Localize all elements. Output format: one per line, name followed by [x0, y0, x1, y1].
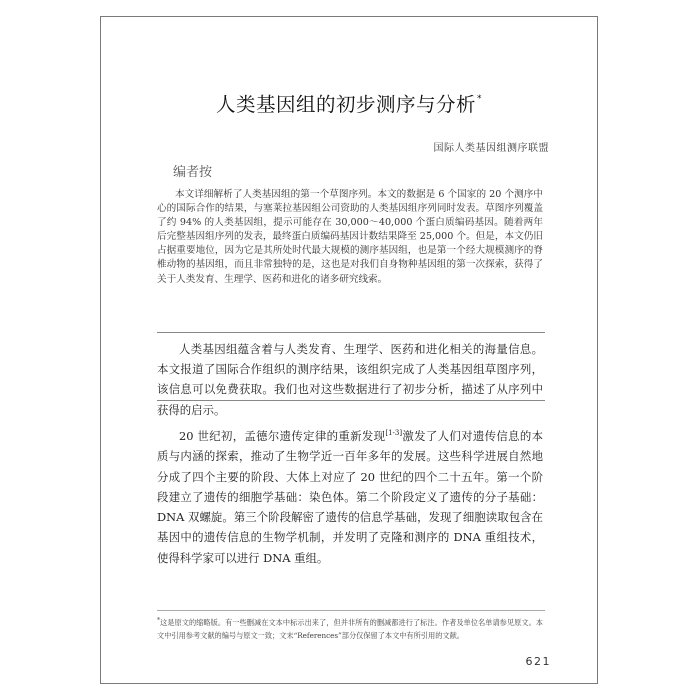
footnote-divider — [157, 610, 545, 611]
abstract-top-divider — [157, 332, 545, 333]
body-text-part-1: 20 世纪初，孟德尔遗传定律的重新发现 — [179, 429, 386, 443]
abstract-bottom-divider — [157, 400, 545, 401]
footnote — [157, 615, 543, 642]
title-footnote-mark: * — [477, 94, 482, 104]
footnote-mark: * — [157, 617, 160, 624]
page-number: 621 — [525, 655, 551, 668]
body-text-part-2: 激发了人们对遗传信息的本质与内涵的探索，推动了生物学近一百年多年的发展。这些科学进展自然地分成了四个主要的阶段、大体上对应了 20 世纪的四个二十五年。第一个阶段建立了遗传的细胞学基础：染色体。第二个阶段定义了遗传的分子基础：DNA 双螺旋。第三个阶段解密了遗传的信息学基础，发现了细胞读取包含在基因中的遗传信息的生物学机制，并发明了克隆和测序的 DNA 重组技术，使得科学家可以进行 DNA 重组。 — [157, 429, 543, 565]
body-paragraph — [157, 423, 543, 568]
article-title-text: 人类基因组的初步测序与分析 — [215, 93, 476, 116]
editor-note-heading: 编者按 — [173, 165, 213, 180]
reference-citation: [1-3] — [385, 429, 403, 437]
abstract-text: 人类基因组蕴含着与人类发育、生理学、医药和进化相关的海量信息。本文报道了国际合作组织的测序结果，该组织完成了人类基因组草图序列，该信息可以免费获取。我们也对这些数据进行了初步分析，描述了从序列中获得的启示。 — [157, 342, 543, 417]
article-title — [101, 89, 597, 117]
editor-note-text: 本文详细解析了人类基因组的第一个草图序列。本文的数据是 6 个国家的 20 个测序中心的国际合作的结果，与塞莱拉基因组公司资助的人类基因组序列同时发表。草图序列覆盖了约 94% 的人类基因组，提示可能存在 30,000～40,000 个蛋白质编码基因。随着两年后完整基因组序列的发表，最终蛋白质编码基因计数结果降至 25,000 个。但是，本文仍旧占据重要地位，因为它是其所处时代最大规模的测序基因组，也是第一个经大规模测序的脊椎动物的基因组，而且非常独特的是，这也是对我们自身物种基因组的第一次探索，获得了关于人类发育、生理学、医药和进化的诸多研究线索。 — [157, 189, 543, 285]
document-page — [100, 16, 598, 684]
article-author: 国际人类基因组测序联盟 — [433, 143, 549, 154]
footnote-text: 这是原文的缩略版。有一些删减在文本中标示出来了，但并非所有的删减都进行了标注。作者及单位名单请参见原文。本文中引用参考文献的编号与原文一致；文末“References”部分仅保留了本文中有所引用的文献。 — [157, 618, 543, 640]
